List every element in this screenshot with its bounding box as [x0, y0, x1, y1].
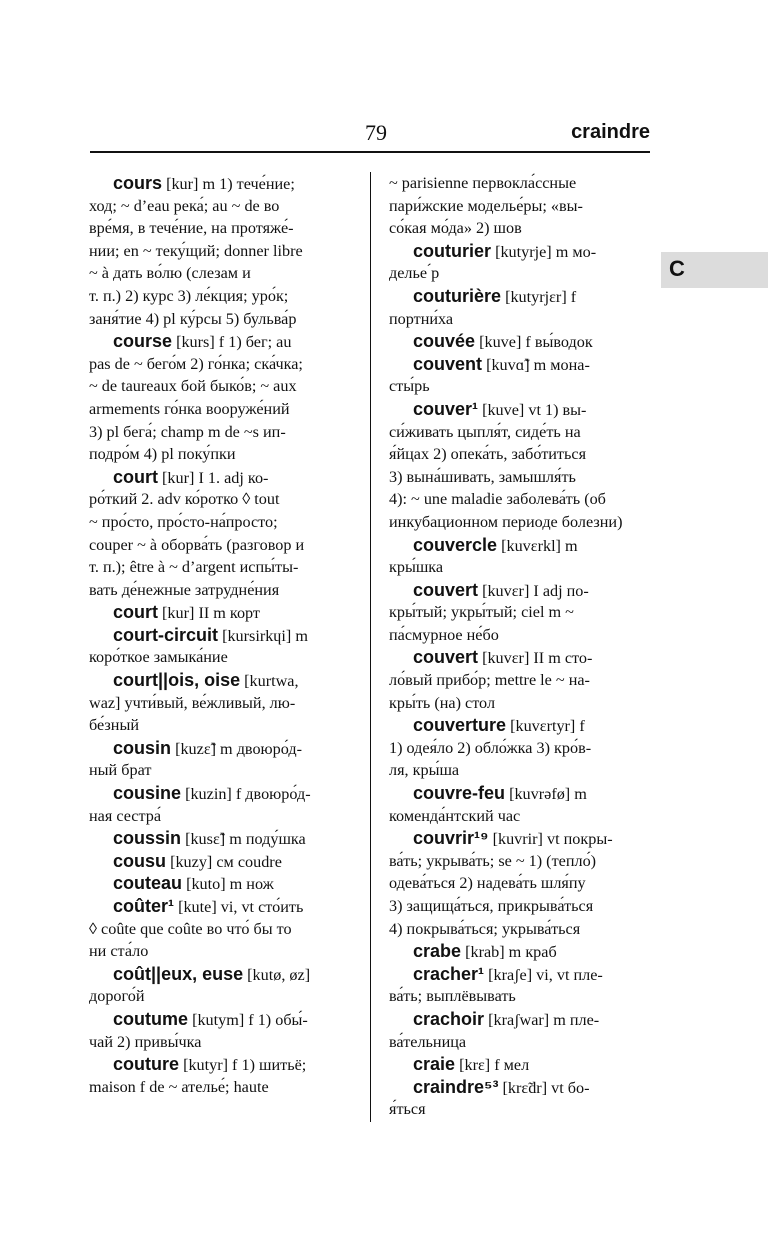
dictionary-text-line: 3) pl бега́; champ m de ~s ип-	[89, 422, 286, 441]
entry-body: [kur] m 1) тече́ние;	[162, 175, 295, 193]
dictionary-entry-line	[389, 534, 651, 557]
dictionary-entry-line	[389, 330, 651, 353]
dictionary-text-line: 3) вына́шивать, замышля́ть	[389, 467, 576, 486]
dictionary-entry-line	[89, 850, 361, 873]
dictionary-text-line: сты́рь	[389, 377, 430, 396]
dictionary-text-line: я́йцах 2) опека́ть, забо́титься	[389, 445, 587, 464]
dictionary-text-line: нии; en ~ теку́щий; donner libre	[89, 241, 303, 260]
dictionary-text-line: ля, кры́ша	[389, 761, 460, 780]
dictionary-text-line: одева́ться 2) надева́ть шля́пу	[389, 874, 586, 893]
dictionary-text-line: ло́вый прибо́р; mettre le ~ на-	[389, 671, 590, 690]
running-head: craindre	[571, 121, 650, 143]
entry-body: [kuzin] f двоюро́д-	[181, 785, 311, 804]
dictionary-text-line: 1) одея́ло 2) обло́жка 3) кро́в-	[389, 738, 592, 757]
dictionary-text-line: заня́тие 4) pl ку́рсы 5) бульва́р	[89, 309, 297, 328]
entry-body: [kuvrəfø] m	[505, 785, 587, 804]
dictionary-text-line: кры́ть (на) стол	[389, 693, 496, 712]
dictionary-text-line: портни́ха	[389, 309, 454, 328]
dictionary-entry-line	[89, 624, 361, 647]
dictionary-text-line: ва́тельница	[389, 1032, 467, 1051]
dictionary-text-line: ~ à дать во́лю (слезам и	[89, 264, 251, 283]
dictionary-entry-line	[89, 466, 361, 489]
dictionary-text-line: ни ста́ло	[89, 942, 149, 961]
dictionary-text-line: ный брат	[89, 761, 152, 780]
headword: couvert	[413, 579, 479, 600]
dictionary-text-line: я́ться	[389, 1100, 426, 1119]
dictionary-entry-line	[89, 669, 361, 692]
dictionary-entry-line	[389, 240, 651, 263]
headword: course	[113, 331, 173, 352]
dictionary-text-line: pas de ~ бего́м 2) го́нка; ска́чка;	[89, 354, 303, 373]
dictionary-text-line: ход; ~ d’eau река́; au ~ de во	[89, 196, 280, 215]
headword: coûter¹	[113, 896, 175, 916]
dictionary-text-line: коменда́нтский час	[389, 806, 521, 825]
dictionary-text-line: 4) покрыва́ться; укрыва́ться	[389, 919, 581, 938]
entry-body: [kuto] m нож	[182, 875, 274, 894]
entry-body: [kute] vi, vt сто́ить	[174, 898, 304, 916]
entry-body: [kuvrir] vt покры-	[488, 830, 613, 849]
headword: couvercle	[413, 534, 498, 555]
headword: couvent	[413, 353, 483, 374]
dictionary-entry-line	[89, 872, 361, 895]
dictionary-text-line: бе́зный	[89, 716, 140, 735]
entry-body: [kursirkɥi] m	[218, 626, 308, 645]
headword: couvre-feu	[413, 783, 506, 804]
headword: couturière	[413, 285, 502, 306]
headword: court	[113, 466, 158, 487]
entry-body: [kutym] f 1) обы́-	[188, 1010, 308, 1029]
entry-body: [kur] II m корт	[158, 604, 261, 623]
dictionary-entry-line	[389, 1008, 651, 1031]
dictionary-text-line: вре́мя, в тече́ние, на протяже́-	[89, 219, 294, 238]
entry-body: [kurs] f 1) бег; au	[172, 333, 292, 352]
headword: couvert	[413, 647, 479, 668]
dictionary-entry-line	[89, 1053, 361, 1076]
dictionary-text-line: ва́ть; выплёвывать	[389, 987, 516, 1006]
headword: cousu	[113, 850, 167, 871]
dictionary-text-line: т. п.) 2) курс 3) ле́кция; уро́к;	[89, 286, 289, 305]
headword: coût||eux, euse	[113, 963, 244, 984]
dictionary-entry-line	[89, 172, 361, 195]
dictionary-entry-line	[89, 737, 361, 760]
headword: court||ois, oise	[113, 670, 241, 691]
dictionary-text-line: ~ parisienne первокла́ссные	[389, 174, 577, 192]
page-number: 79	[365, 120, 387, 145]
headword: coussin	[113, 828, 182, 849]
entry-body: [kutyrjɛr] f	[501, 287, 577, 306]
dictionary-entry-line	[89, 601, 361, 624]
dictionary-entry-line	[89, 1008, 361, 1031]
entry-body: [kuvɛrtyr] f	[506, 717, 585, 736]
headword: couverture	[413, 715, 507, 736]
dictionary-text-line: дельe ́р	[389, 264, 440, 283]
dictionary-entry-line	[389, 827, 651, 850]
dictionary-entry-line	[89, 330, 361, 353]
entry-body: [kutø, øz]	[243, 965, 311, 984]
dictionary-text-line: waz] учти́вый, ве́жливый, лю-	[89, 693, 296, 712]
dictionary-text-line: ро́ткий 2. adv ко́ротко ◊ tout	[89, 490, 280, 509]
dictionary-text-line: дорого́й	[89, 987, 145, 1006]
headword: craie	[413, 1054, 456, 1075]
headword: couvée	[413, 331, 476, 352]
entry-body: [kuvɑ̃] m мона-	[482, 355, 590, 374]
entry-body: [kuve] vt 1) вы-	[478, 400, 587, 419]
headword: court	[113, 602, 158, 623]
dictionary-entry-line	[89, 782, 361, 805]
entry-body: [kusɛ̃] m поду́шка	[181, 830, 306, 849]
dictionary-text-line: ~ de taureaux бой быко́в; ~ aux	[89, 377, 297, 396]
thumb-index-tab	[661, 252, 768, 288]
dictionary-text-line: 3) защища́ться, прикрыва́ться	[389, 897, 594, 915]
entry-body: [krab] m краб	[461, 943, 557, 962]
dictionary-entry-line	[89, 963, 361, 986]
entry-body: [kutyrje] m мо-	[491, 242, 597, 261]
page-header	[90, 118, 650, 150]
headword: couturier	[413, 240, 492, 261]
headword: craindre⁵³	[413, 1076, 499, 1097]
headword: couvrir¹⁹	[413, 828, 489, 849]
dictionary-text-line: ва́ть; укрыва́ть; se ~ 1) (тепло́)	[389, 851, 597, 870]
headword: cracher¹	[413, 963, 485, 984]
entry-body: [kuvɛr] I adj по-	[478, 581, 589, 600]
right-column	[389, 172, 651, 1121]
dictionary-entry-line	[389, 782, 651, 805]
dictionary-entry-line	[389, 579, 651, 602]
headword: cousin	[113, 737, 172, 758]
headword: couteau	[113, 873, 183, 894]
entry-body: [kuzɛ̃] m двоюро́д-	[171, 739, 303, 758]
headword: coutume	[113, 1008, 189, 1029]
entry-body: [kuvɛrkl] m	[497, 536, 578, 555]
dictionary-text-line: кры́шка	[389, 558, 444, 577]
dictionary-entry-line	[89, 895, 361, 918]
dictionary-text-line: couper ~ à оборва́ть (разговор и	[89, 535, 305, 554]
headword: couture	[113, 1054, 180, 1075]
dictionary-text-line: maison f de ~ ателье́; haute	[89, 1077, 269, 1096]
dictionary-text-line: инкубационном периоде болезни)	[389, 512, 623, 531]
dictionary-entry-line	[389, 353, 651, 376]
dictionary-text-line: си́живать цыпля́т, сиде́ть на	[389, 422, 581, 441]
entry-body: [kuvɛr] II m сто-	[478, 649, 593, 668]
column-divider	[370, 172, 371, 1122]
headword: cousine	[113, 783, 182, 804]
left-column	[89, 172, 361, 1098]
entry-body: [kur] I 1. adj ко-	[158, 468, 269, 487]
entry-body: [kraʃwar] m пле-	[484, 1010, 600, 1029]
entry-body: [kuve] f вы́водок	[475, 333, 593, 352]
dictionary-entry-line	[89, 827, 361, 850]
entry-body: [krɛ] f мел	[455, 1056, 530, 1075]
dictionary-text-line: подро́м 4) pl поку́пки	[89, 445, 236, 464]
entry-body: [krɛ̃dr] vt бо-	[498, 1078, 590, 1097]
dictionary-text-line: armements го́нка вооруже́ний	[89, 399, 290, 418]
dictionary-text-line: коро́ткое замыка́ние	[89, 648, 228, 667]
dictionary-text-line: ~ про́сто, про́сто-на́просто;	[89, 512, 278, 531]
entry-body: [kutyr] f 1) шитьё;	[179, 1056, 307, 1075]
dictionary-entry-line	[389, 646, 651, 669]
dictionary-entry-line	[389, 1076, 651, 1099]
entry-body: [kurtwa,	[240, 672, 299, 691]
dictionary-text-line: ная сестра́	[89, 806, 162, 825]
headword: couver¹	[413, 398, 479, 419]
headword: crabe	[413, 941, 462, 962]
dictionary-entry-line	[389, 398, 651, 421]
dictionary-text-line: па́смурное не́бо	[389, 625, 499, 644]
entry-body: [kraʃe] vi, vt пле-	[484, 965, 603, 984]
entry-body: [kuzy] см coudre	[166, 852, 282, 871]
dictionary-entry-line	[389, 963, 651, 986]
dictionary-text-line: вать де́нежные затрудне́ния	[89, 580, 280, 599]
dictionary-text-line: со́кая мо́да» 2) шов	[389, 219, 522, 238]
headword: crachoir	[413, 1008, 485, 1029]
dictionary-entry-line	[389, 940, 651, 963]
thumb-index-letter: C	[669, 256, 685, 281]
dictionary-text-line: чай 2) привы́чка	[89, 1032, 202, 1051]
header-rule	[90, 151, 650, 153]
dictionary-entry-line	[389, 714, 651, 737]
dictionary-entry-line	[389, 1053, 651, 1076]
dictionary-text-line: 4): ~ une maladie заболева́ть (об	[389, 490, 606, 509]
dictionary-text-line: т. п.); être à ~ d’argent испы́ты-	[89, 558, 299, 577]
dictionary-entry-line	[389, 285, 651, 308]
dictionary-text-line: пари́жские моделье́ры; «вы-	[389, 196, 583, 215]
headword: cours	[113, 173, 163, 193]
headword: court-circuit	[113, 624, 219, 645]
dictionary-text-line: кры́тый; укры́тый; ciel m ~	[389, 603, 574, 622]
dictionary-text-line: ◊ coûte que coûte во что́ бы то	[89, 919, 292, 938]
